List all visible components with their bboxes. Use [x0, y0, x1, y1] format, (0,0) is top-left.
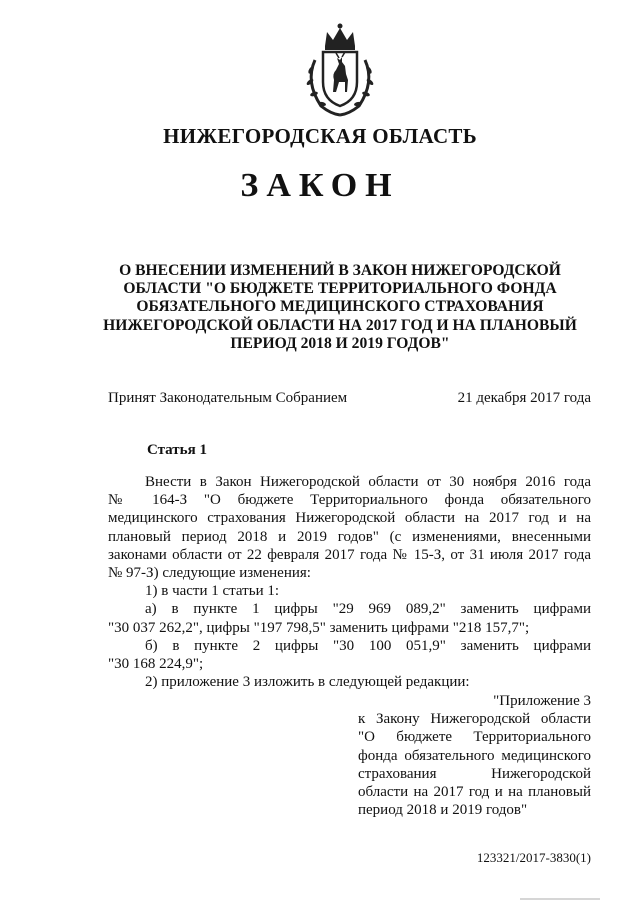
article-line: а) в пункте 1 цифры "29 969 089,2" заменить цифрами: [145, 601, 591, 618]
document-type: ЗАКОН: [240, 167, 400, 204]
appendix-line: фонда обязательного медицинского: [358, 747, 591, 764]
appendix-line: "Приложение 3: [493, 693, 591, 709]
article-body: [108, 473, 591, 691]
law-title: [100, 262, 580, 353]
article-line: законами области от 22 февраля 2017 года № 15-З, от 31 июля 2017 года: [108, 546, 591, 563]
article-line: 2) приложение 3 изложить в следующей редакции:: [145, 674, 470, 691]
article-line: б) в пункте 2 цифры "30 100 051,9" заменить цифрами: [145, 637, 591, 654]
appendix-line: страхования Нижегородской: [358, 765, 591, 782]
article-line: "30 168 224,9";: [108, 656, 204, 673]
appendix-caption: [358, 692, 591, 819]
adoption-text: Принят Законодательным Собранием: [108, 390, 348, 406]
appendix-line: "О бюджете Территориального: [358, 729, 591, 746]
title-line: О ВНЕСЕНИИ ИЗМЕНЕНИЙ В ЗАКОН НИЖЕГОРОДСКОЙ: [119, 262, 561, 279]
region-name: НИЖЕГОРОДСКАЯ ОБЛАСТЬ: [163, 124, 477, 148]
title-line: ОБЯЗАТЕЛЬНОГО МЕДИЦИНСКОГО СТРАХОВАНИЯ: [136, 298, 544, 316]
scan-mark: [520, 898, 600, 900]
article-line: № 164-З "О бюджете Территориального фонда обязательного: [108, 492, 591, 509]
article-line: медицинского страхования Нижегородской области на 2017 год и на: [108, 510, 591, 527]
adoption-date: 21 декабря 2017 года: [457, 390, 591, 406]
coat-of-arms-icon: [299, 20, 381, 120]
article-line: Внести в Закон Нижегородской области от 30 ноября 2016 года: [145, 474, 591, 490]
article-line: плановый период 2018 и 2019 годов" (с изменениями, внесенными: [108, 528, 591, 545]
article-line: 1) в части 1 статьи 1:: [145, 583, 280, 600]
title-line: НИЖЕГОРОДСКОЙ ОБЛАСТИ НА 2017 ГОД И НА ПЛАНОВЫЙ: [103, 316, 577, 334]
appendix-line: области на 2017 год и на плановый: [358, 784, 591, 801]
title-line: ПЕРИОД 2018 И 2019 ГОДОВ": [230, 334, 450, 352]
document-code: 123321/2017-3830(1): [476, 850, 591, 865]
appendix-line: период 2018 и 2019 годов": [358, 802, 528, 819]
article-heading: Статья 1: [147, 442, 207, 458]
article-line: "30 037 262,2", цифры "197 798,5" заменить цифрами "218 157,7";: [108, 619, 530, 636]
article-line: № 97-З) следующие изменения:: [108, 565, 311, 582]
title-line: ОБЛАСТИ "О БЮДЖЕТЕ ТЕРРИТОРИАЛЬНОГО ФОНДА: [123, 280, 557, 298]
appendix-line: к Закону Нижегородской области: [358, 711, 591, 728]
